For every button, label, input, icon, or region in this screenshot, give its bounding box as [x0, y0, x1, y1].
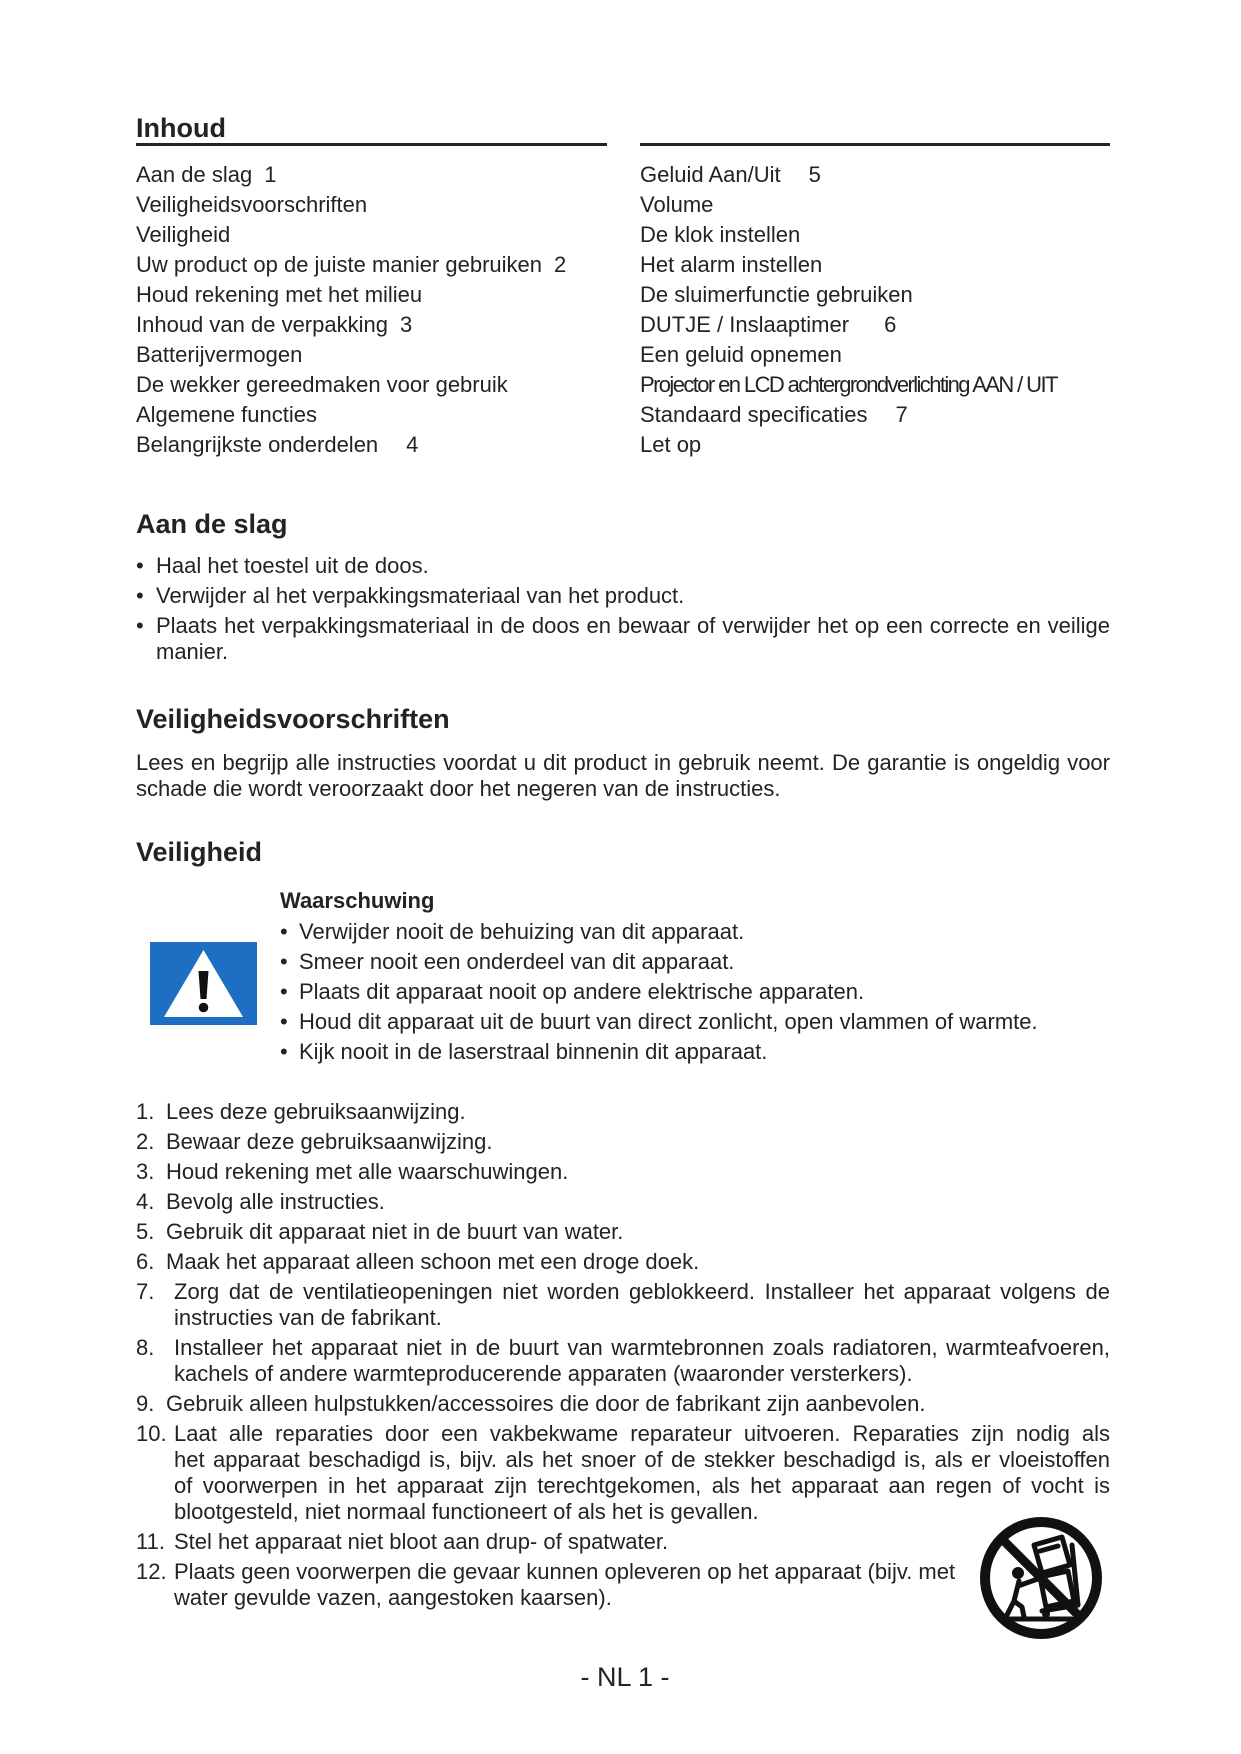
- toc-entry: [640, 400, 1110, 430]
- toc-entry-label: Projector en LCD achtergrondverlichting AAN / UIT: [640, 372, 1057, 397]
- veiligheidsvoorschriften-paragraph: [136, 750, 1110, 802]
- list-item: [136, 1249, 1110, 1275]
- toc-entry-label: Volume: [640, 192, 714, 217]
- toc-entry-page: 5: [808, 162, 821, 187]
- list-item-text: Zorg dat de ventilatieopeningen niet worden geblokkeerd. Installeer het apparaat volgens de: [174, 1279, 1110, 1304]
- toc-entry-label: Let op: [640, 432, 702, 457]
- list-item-text: Verwijder al het verpakkingsmateriaal van het product.: [156, 583, 685, 608]
- section-heading-veiligheidsvoorschriften: Veiligheidsvoorschriften: [136, 704, 450, 734]
- list-item-text: Plaats dit apparaat nooit op andere elektrische apparaten.: [299, 979, 865, 1004]
- item-number: 2.: [136, 1129, 155, 1154]
- list-item-text: Gebruik alleen hulpstukken/accessoires die door de fabrikant zijn aanbevolen.: [166, 1391, 926, 1416]
- item-number: 11.: [136, 1529, 165, 1554]
- item-number: 6.: [136, 1249, 155, 1274]
- list-item-text: het apparaat beschadigd is, bijv. als het snoer of de stekker beschadigd is, als er vloeistoffen: [174, 1447, 1110, 1472]
- toc-entry: [640, 220, 1110, 250]
- bullet-marker: •: [136, 613, 144, 638]
- toc-entry: [640, 310, 1110, 340]
- list-item: [136, 1559, 1110, 1611]
- list-item-text: Plaats geen voorwerpen die gevaar kunnen opleveren op het apparaat (bijv. met: [174, 1559, 956, 1584]
- list-item: [136, 583, 1110, 609]
- item-number: 5.: [136, 1219, 155, 1244]
- toc-rule-left: [136, 143, 607, 146]
- list-item-text: Bewaar deze gebruiksaanwijzing.: [166, 1129, 493, 1154]
- toc-left-column: [136, 160, 606, 460]
- safety-instructions-list: [136, 1099, 1110, 1615]
- item-number: 10.: [136, 1421, 167, 1446]
- toc-entry-label: Een geluid opnemen: [640, 342, 842, 367]
- aan-de-slag-list: [136, 553, 1110, 669]
- list-item-text: Verwijder nooit de behuizing van dit apparaat.: [299, 919, 745, 944]
- list-item: [280, 919, 1100, 945]
- toc-entry-label: De klok instellen: [640, 222, 801, 247]
- list-item: [280, 1039, 1100, 1065]
- toc-entry-page: 4: [406, 432, 419, 457]
- list-item: [136, 1099, 1110, 1125]
- toc-rule-right: [640, 143, 1110, 146]
- item-number: 1.: [136, 1099, 155, 1124]
- list-item: [136, 1279, 1110, 1331]
- toc-entry-label: De wekker gereedmaken voor gebruik: [136, 372, 508, 397]
- bullet-marker: •: [280, 949, 288, 974]
- list-item: [136, 613, 1110, 665]
- toc-entry-label: Belangrijkste onderdelen: [136, 432, 379, 457]
- toc-entry-page: 1: [264, 162, 277, 187]
- item-number: 9.: [136, 1391, 155, 1416]
- toc-entry: [640, 280, 1110, 310]
- toc-entry-label: Aan de slag: [136, 162, 253, 187]
- list-item-text: manier.: [156, 639, 229, 664]
- toc-entry: [136, 310, 606, 340]
- list-item-text: Houd rekening met alle waarschuwingen.: [166, 1159, 569, 1184]
- list-item-text: water gevulde vazen, aangestoken kaarsen).: [174, 1585, 612, 1610]
- bullet-marker: •: [280, 919, 288, 944]
- toc-entry-label: Veiligheid: [136, 222, 231, 247]
- toc-entry: [640, 190, 1110, 220]
- list-item-text: Stel het apparaat niet bloot aan drup- of spatwater.: [174, 1529, 669, 1554]
- list-item-text: Laat alle reparaties door een vakbekwame reparateur uitvoeren. Reparaties zijn nodig als: [174, 1421, 1110, 1446]
- toc-entry: [136, 280, 606, 310]
- toc-entry-label: Batterijvermogen: [136, 342, 303, 367]
- list-item: [136, 553, 1110, 579]
- toc-entry: [640, 430, 1110, 460]
- paragraph-line: schade die wordt veroorzaakt door het negeren van de instructies.: [136, 776, 781, 801]
- list-item: [136, 1159, 1110, 1185]
- toc-entry: [136, 370, 606, 400]
- section-heading-veiligheid: Veiligheid: [136, 837, 263, 867]
- toc-entry-label: Veiligheidsvoorschriften: [136, 192, 368, 217]
- item-number: 4.: [136, 1189, 155, 1214]
- page-number: - NL 1 -: [580, 1662, 670, 1692]
- bullet-marker: •: [136, 553, 144, 578]
- bullet-marker: •: [280, 979, 288, 1004]
- toc-entry-label: Standaard specificaties: [640, 402, 868, 427]
- list-item-text: kachels of andere warmteproducerende apparaten (waaronder versterkers).: [174, 1361, 913, 1386]
- toc-entry: [136, 190, 606, 220]
- list-item: [136, 1335, 1110, 1387]
- list-item-text: Maak het apparaat alleen schoon met een droge doek.: [166, 1249, 700, 1274]
- list-item-text: Lees deze gebruiksaanwijzing.: [166, 1099, 466, 1124]
- item-number: 8.: [136, 1335, 155, 1360]
- toc-entry-label: Houd rekening met het milieu: [136, 282, 423, 307]
- list-item: [280, 949, 1100, 975]
- bullet-marker: •: [280, 1039, 288, 1064]
- toc-entry-page: 2: [554, 252, 567, 277]
- toc-entry-label: De sluimerfunctie gebruiken: [640, 282, 913, 307]
- toc-entry-label: Het alarm instellen: [640, 252, 823, 277]
- list-item-text: instructies van de fabrikant.: [174, 1305, 442, 1330]
- list-item: [280, 1009, 1100, 1035]
- toc-entry: [136, 220, 606, 250]
- toc-entry-label: Uw product op de juiste manier gebruiken: [136, 252, 543, 277]
- list-item: [136, 1529, 1110, 1555]
- bullet-marker: •: [136, 583, 144, 608]
- toc-entry-page: 6: [884, 312, 897, 337]
- toc-right-column: [640, 160, 1110, 460]
- toc-entry-label: DUTJE / Inslaaptimer: [640, 312, 850, 337]
- section-heading-aan-de-slag: Aan de slag: [136, 509, 288, 539]
- list-item: [280, 979, 1100, 1005]
- bullet-marker: •: [280, 1009, 288, 1034]
- toc-entry-label: Algemene functies: [136, 402, 317, 427]
- list-item-text: Haal het toestel uit de doos.: [156, 553, 429, 578]
- toc-entry: [136, 160, 606, 190]
- warning-triangle-icon: [150, 942, 257, 1025]
- toc-entry-label: Inhoud van de verpakking: [136, 312, 388, 337]
- toc-entry: [640, 370, 1110, 400]
- list-item-text: Plaats het verpakkingsmateriaal in de doos en bewaar of verwijder het op een correcte en veilige: [156, 613, 1110, 638]
- toc-entry: [640, 340, 1110, 370]
- list-item-text: Kijk nooit in de laserstraal binnenin dit apparaat.: [299, 1039, 768, 1064]
- list-item-text: blootgesteld, niet normaal functioneert of als het is gevallen.: [174, 1499, 759, 1524]
- list-item-text: Houd dit apparaat uit de buurt van direct zonlicht, open vlammen of warmte.: [299, 1009, 1038, 1034]
- item-number: 7.: [136, 1279, 155, 1304]
- toc-entry-page: 3: [399, 312, 413, 337]
- item-number: 12.: [136, 1559, 167, 1584]
- list-item-text: Gebruik dit apparaat niet in de buurt van water.: [166, 1219, 624, 1244]
- toc-entry: [136, 400, 606, 430]
- toc-title: Inhoud: [136, 113, 226, 143]
- list-item-text: of voorwerpen in het apparaat zijn terechtgekomen, als het apparaat aan regen of vocht is: [174, 1473, 1110, 1498]
- warning-list: [280, 919, 1100, 1069]
- toc-entry: [136, 340, 606, 370]
- list-item-text: Bevolg alle instructies.: [166, 1189, 385, 1214]
- item-number: 3.: [136, 1159, 155, 1184]
- paragraph-line: Lees en begrijp alle instructies voordat u dit product in gebruik neemt. De garantie is ongeldig voor: [136, 750, 1110, 775]
- list-item: [136, 1391, 1110, 1417]
- list-item: [136, 1189, 1110, 1215]
- list-item: [136, 1421, 1110, 1525]
- toc-entry: [640, 250, 1110, 280]
- list-item: [136, 1129, 1110, 1155]
- list-item-text: Smeer nooit een onderdeel van dit apparaat.: [299, 949, 735, 974]
- toc-entry-page: 7: [895, 402, 908, 427]
- no-tip-over-cart-icon: [978, 1515, 1104, 1641]
- list-item: [136, 1219, 1110, 1245]
- warning-title: Waarschuwing: [280, 888, 435, 913]
- toc-entry: [640, 160, 1110, 190]
- toc-entry: [136, 430, 606, 460]
- toc-entry: [136, 250, 606, 280]
- toc-entry-label: Geluid Aan/Uit: [640, 162, 781, 187]
- list-item-text: Installeer het apparaat niet in de buurt van warmtebronnen zoals radiatoren, warmteafvoeren,: [174, 1335, 1110, 1360]
